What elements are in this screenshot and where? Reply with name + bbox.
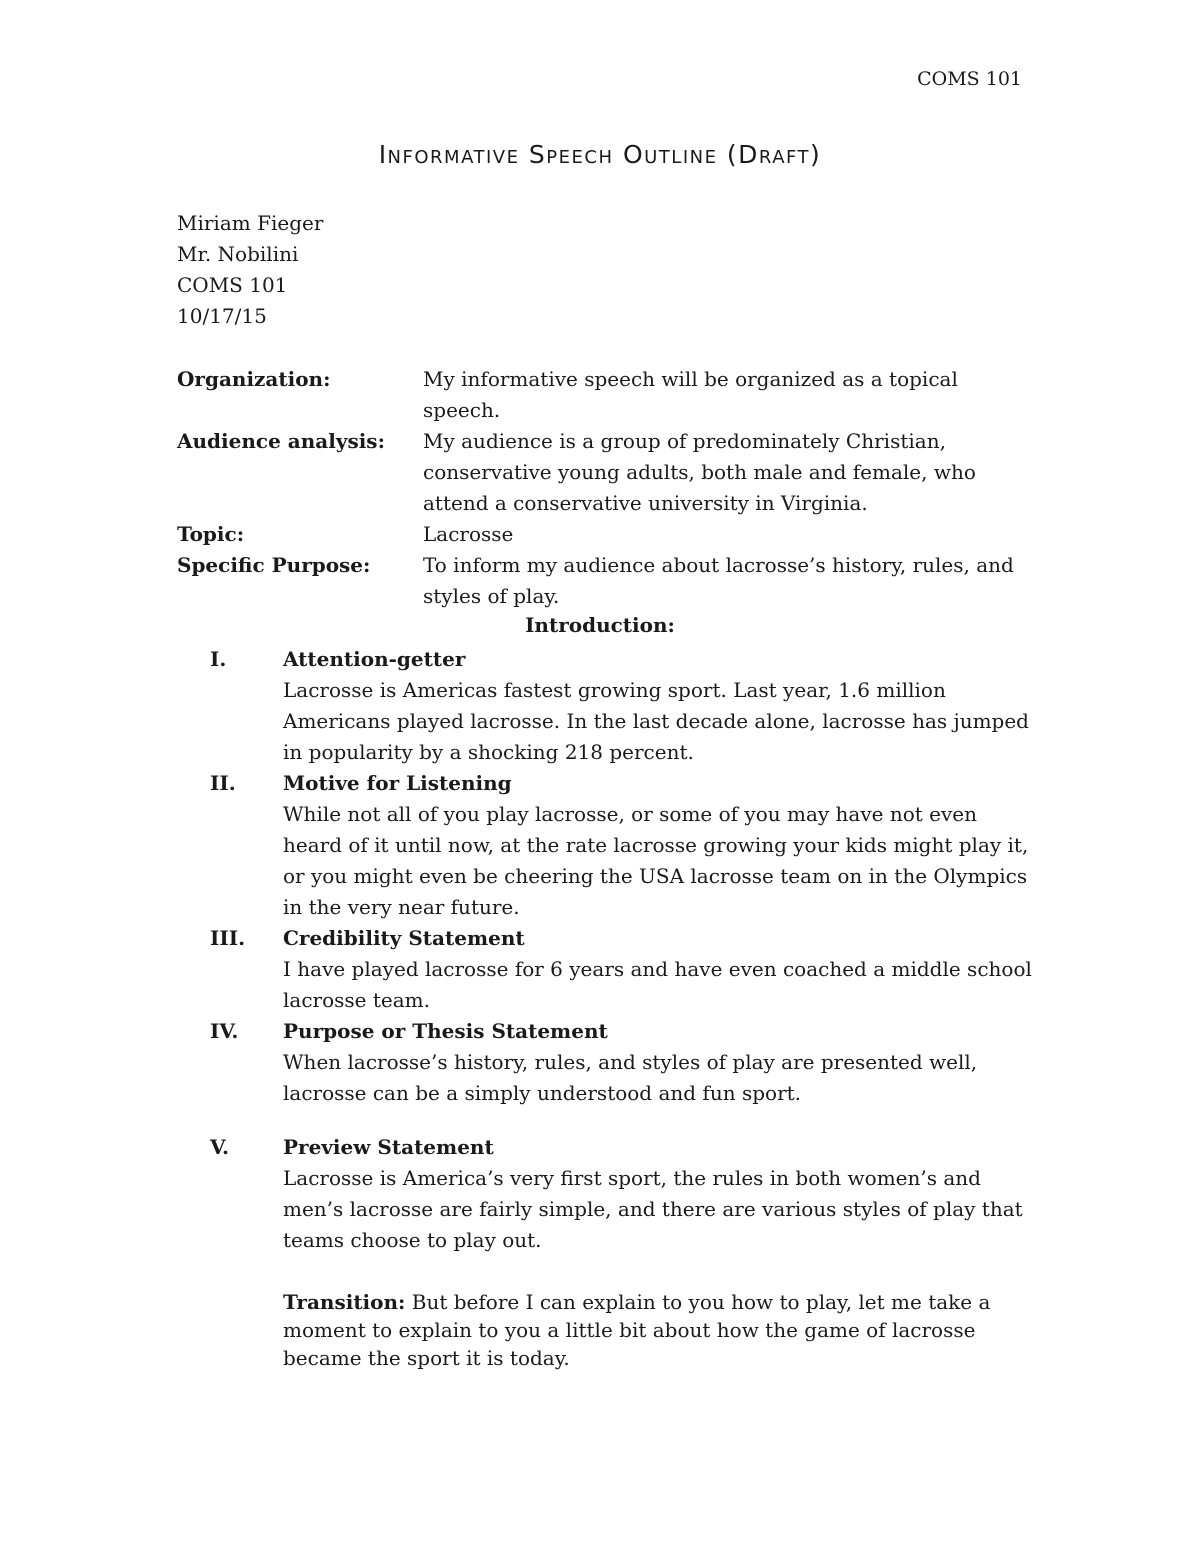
outline-block-1 bbox=[210, 644, 1040, 1109]
outline-numeral: IV. bbox=[210, 1019, 239, 1043]
date: 10/17/15 bbox=[177, 304, 267, 328]
purpose-label: Specific Purpose: bbox=[177, 553, 371, 577]
purpose-row bbox=[177, 550, 1037, 612]
outline-item-body bbox=[283, 768, 1040, 923]
document-title: Informative Speech Outline (Draft) bbox=[378, 140, 822, 169]
organization-label: Organization: bbox=[177, 367, 331, 391]
topic-label: Topic: bbox=[177, 522, 245, 546]
outline-item-body bbox=[283, 644, 1040, 768]
purpose-value: To inform my audience about lacrosse’s history, rules, and styles of play. bbox=[423, 553, 1014, 608]
organization-row bbox=[177, 364, 1037, 426]
transition-label: Transition: bbox=[283, 1290, 406, 1314]
outline-numeral: I. bbox=[210, 647, 227, 671]
outline-item bbox=[210, 644, 1040, 768]
outline-item bbox=[210, 923, 1040, 1016]
outline-item-body bbox=[283, 1132, 1040, 1256]
outline-item-text: I have played lacrosse for 6 years and have even coached a middle school lacrosse team. bbox=[283, 957, 1032, 1012]
topic-row bbox=[177, 519, 1037, 550]
audience-value: My audience is a group of predominately Christian, conservative young adults, both male and female, who attend a conservative university in Virginia. bbox=[423, 429, 976, 515]
page-header-course: COMS 101 bbox=[917, 68, 1022, 90]
course-name: COMS 101 bbox=[177, 273, 288, 297]
transition-paragraph bbox=[283, 1288, 1043, 1372]
audience-label: Audience analysis: bbox=[177, 429, 385, 453]
outline-item bbox=[210, 1016, 1040, 1109]
outline-block-2 bbox=[210, 1132, 1040, 1256]
outline-numeral: III. bbox=[210, 926, 246, 950]
speech-info-table bbox=[177, 364, 1037, 612]
organization-value: My informative speech will be organized as a topical speech. bbox=[423, 367, 958, 422]
outline-item-body bbox=[283, 923, 1040, 1016]
outline-item-heading: Preview Statement bbox=[283, 1135, 494, 1159]
topic-value: Lacrosse bbox=[423, 522, 514, 546]
outline-item-heading: Purpose or Thesis Statement bbox=[283, 1019, 608, 1043]
outline-item-text: When lacrosse’s history, rules, and styles of play are presented well, lacrosse can be a simply understood and fun sport. bbox=[283, 1050, 978, 1105]
introduction-heading: Introduction: bbox=[525, 613, 675, 637]
outline-item-heading: Attention-getter bbox=[283, 647, 466, 671]
outline-item-heading: Credibility Statement bbox=[283, 926, 525, 950]
outline-item-text: Lacrosse is Americas fastest growing sport. Last year, 1.6 million Americans played lacrosse. In the last decade alone, lacrosse has jumped in popularity by a shocking 218 percent. bbox=[283, 678, 1029, 764]
outline-item bbox=[210, 768, 1040, 923]
outline-item-text: Lacrosse is America’s very first sport, the rules in both women’s and men’s lacrosse are fairly simple, and there are various styles of play that teams choose to play out. bbox=[283, 1166, 1023, 1252]
outline-numeral: II. bbox=[210, 771, 236, 795]
instructor-name: Mr. Nobilini bbox=[177, 242, 299, 266]
outline-item-heading: Motive for Listening bbox=[283, 771, 512, 795]
audience-row bbox=[177, 426, 1037, 519]
outline-item bbox=[210, 1132, 1040, 1256]
transition-text: But before I can explain to you how to play, let me take a moment to explain to you a little bit about how the game of lacrosse became the sport it is today. bbox=[283, 1290, 991, 1370]
author-block bbox=[177, 208, 323, 332]
outline-item-body bbox=[283, 1016, 1040, 1109]
outline-numeral: V. bbox=[210, 1135, 229, 1159]
outline-item-text: While not all of you play lacrosse, or some of you may have not even heard of it until now, at the rate lacrosse growing your kids might play it, or you might even be cheering the USA lacrosse team on in the Olympics in the very near future. bbox=[283, 802, 1029, 919]
student-name: Miriam Fieger bbox=[177, 211, 324, 235]
